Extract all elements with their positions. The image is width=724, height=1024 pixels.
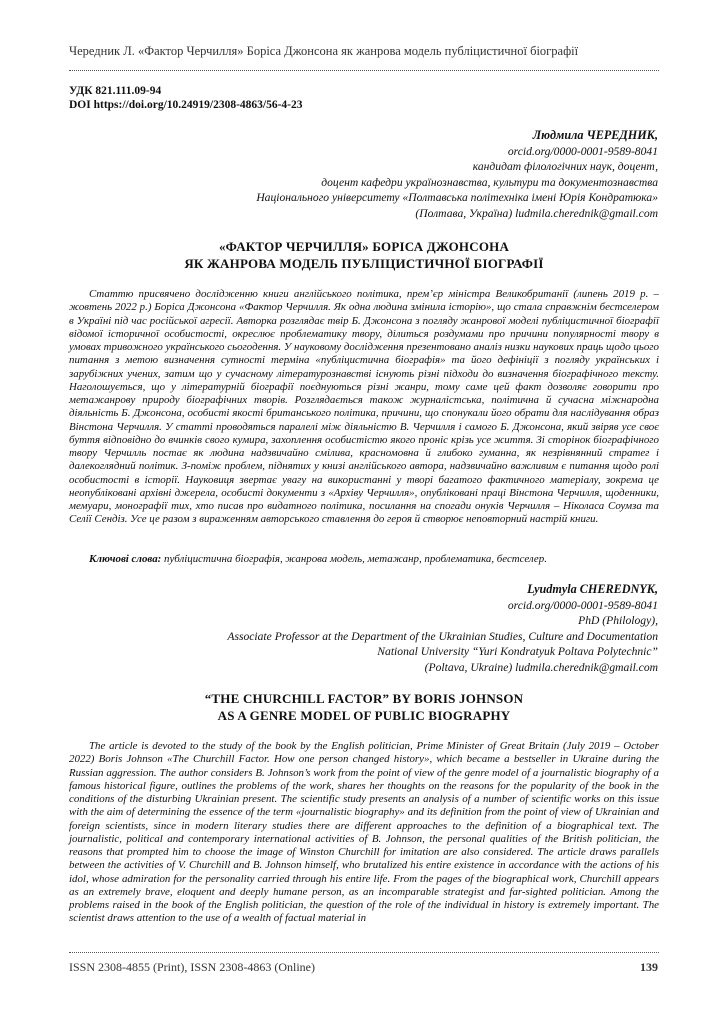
title-ua-line-1: «ФАКТОР ЧЕРЧИЛЛЯ» БОРІСА ДЖОНСОНА — [218, 239, 510, 254]
author-info-ua — [58, 128, 658, 221]
author-degree-en: PhD (Philology), — [578, 614, 658, 627]
author-name-en: Lyudmyla CHEREDNYK, — [527, 582, 658, 596]
author-university-en: National University “Yuri Kondratyuk Poltava Polytechnic” — [377, 645, 658, 658]
udc-code: УДК 821.111.09-94 — [69, 85, 162, 97]
author-name-ua: Людмила ЧЕРЕДНИК, — [532, 128, 658, 142]
article-title-ua — [69, 238, 659, 272]
title-en-line-1: “THE CHURCHILL FACTOR” BY BORIS JOHNSON — [204, 691, 524, 706]
doi-link[interactable]: DOI https://doi.org/10.24919/2308-4863/56-4-23 — [69, 99, 303, 111]
abstract-en: The article is devoted to the study of the book by the English politician, Prime Minister of Great Britain (July 2019 – October 2022) Boris Johnson «The Churchill Factor. How one person changed history», which became a bestseller in Ukraine during the Russian aggression. The author considers B. Johnson’s work from the point of view of the genre model of a journalistic biography of a famous historical figure, outlines the problems of the work, shares her thoughts on the reasons for the popularity of the book in the conditions of the disturbing Ukrainian present. The scientific study presents an analysis of a number of scientific works on this issue with the aim of determining the essence of the term «journalistic biography» and its definition from the point of view of Ukrainian and foreign scientists, since in modern literary studies there are different approaches to the definition of a biographical text. The journalistic, political and contemporary international activities of B. Johnson, the personal qualities of the British politician, the reasons that prompted him to choose the image of Winston Churchill for imitation are also considered. The article draws parallels between the activities of V. Churchill and B. Johnson himself, who brutalized his entire existence in accordance with the actions of his idol, whose admiration for the personality carried through his entire life. From the pages of the biographical work, Churchill appears as an extremely brave, eloquent and deeply humane person, as an incomparable strategist and far-sighted politician. Among the problems raised in the book of the English politician, the question of the role of the individual in history is extremely important. The scientist draws attention to the use of a wealth of factual material in — [69, 740, 659, 925]
article-identifiers — [69, 84, 303, 112]
page-number: 139 — [640, 960, 658, 974]
author-position-ua: доцент кафедри українознавства, культури та документознавства — [321, 175, 658, 189]
header-divider — [69, 70, 659, 71]
running-header: Чередник Л. «Фактор Черчилля» Боріса Джонсона як жанрова модель публіцистичної біографії — [69, 44, 579, 58]
author-degree-ua: кандидат філологічних наук, доцент, — [472, 160, 658, 173]
title-en-line-2: AS A GENRE MODEL OF PUBLIC BIOGRAPHY — [217, 708, 511, 723]
abstract-ua: Статтю присвячено дослідженню книги англійського політика, прем’єр міністра Великобританії (липень 2019 р. – жовтень 2022 р.) Боріса Джонсона «Фактор Черчилля. Як одна людина змінила історію», що стала справжнім бестселером в Україні під час російської агресії. Авторка розглядає твір Б. Джонсона з погляду жанрової моделі публіцистичної біографії відомої історичної особистості, окреслює проблематику твору, ділиться роздумами про причини популярності твору в умовах тривожного українського сьогодення. У науковому дослідження презентовано аналіз низки наукових праць щодо цього питання з метою визначення сутності терміна «публіцистична біографія» та його дефініції з погляду українських і зарубіжних учених, затим що у сучасному літературознавстві існують різні підходи до визначення біографічного тексту. Наголошується, що у літературній біографії поєднуються різні жанри, тому саме цей факт дозволяє говорити про метажанрову природу біографічних творів. Розглядається також журналістська, політична й сучасна міжнародна діяльність Б. Джонсона, особисті якості британського політика, причини, що спонукали його обрати для наслідування образ Вінстона Черчилля. У статті проводяться паралелі між діяльністю В. Черчилля і самого Б. Джонсона, який звіряв усе своє буття відповідно до вчинків свого кумира, захоплення особистістю якого проніс крізь усе життя. Зі сторінок біографічного твору Черчилль постає як людина надзвичайно смілива, красномовна й глибоко гуманна, як незрівнянний стратег і далекоглядний політик. З-поміж проблем, піднятих у книзі англійського автора, надзвичайно важливим є питання щодо ролі особистості в історії. Науковиця звертає увагу на використанні у творі багатого фактичного матеріалу, зокрема це неопубліковані архівні джерела, особисті документи з «Архіву Черчилля», опубліковані праці Вінстона Черчилля, щоденники, мемуари, монографії тих, хто писав про видатного політика, посилання на спогади онуків Черчилля – Ніколаса Соумза та Селії Сендіз. Усе це разом з вираженням авторського ставлення до героя й створює неповторний настрій книги. — [69, 288, 659, 526]
author-info-en — [58, 582, 658, 675]
keywords-label-ua: Ключові слова: — [89, 553, 162, 565]
title-ua-line-2: ЯК ЖАНРОВА МОДЕЛЬ ПУБЛІЦИСТИЧНОЇ БІОГРАФІЇ — [184, 256, 544, 271]
keywords-ua — [69, 553, 659, 566]
author-location-email-ua[interactable]: (Полтава, Україна) ludmila.cherednik@gmail.com — [415, 206, 658, 220]
author-position-en: Associate Professor at the Department of the Ukrainian Studies, Culture and Documentation — [227, 629, 658, 643]
article-title-en — [69, 690, 659, 724]
keywords-text-ua: публіцистична біографія, жанрова модель, метажанр, проблематика, бестселер. — [161, 553, 547, 565]
author-university-ua: Національного університету «Полтавська політехніка імені Юрія Кондратюка» — [256, 191, 658, 204]
footer-divider — [69, 952, 659, 953]
author-orcid-ua[interactable]: orcid.org/0000-0001-9589-8041 — [507, 144, 658, 158]
footer-issn: ISSN 2308-4855 (Print), ISSN 2308-4863 (Online) — [69, 960, 315, 974]
author-orcid-en[interactable]: orcid.org/0000-0001-9589-8041 — [507, 598, 658, 612]
author-location-email-en[interactable]: (Poltava, Ukraine) ludmila.cherednik@gmail.com — [424, 660, 658, 674]
